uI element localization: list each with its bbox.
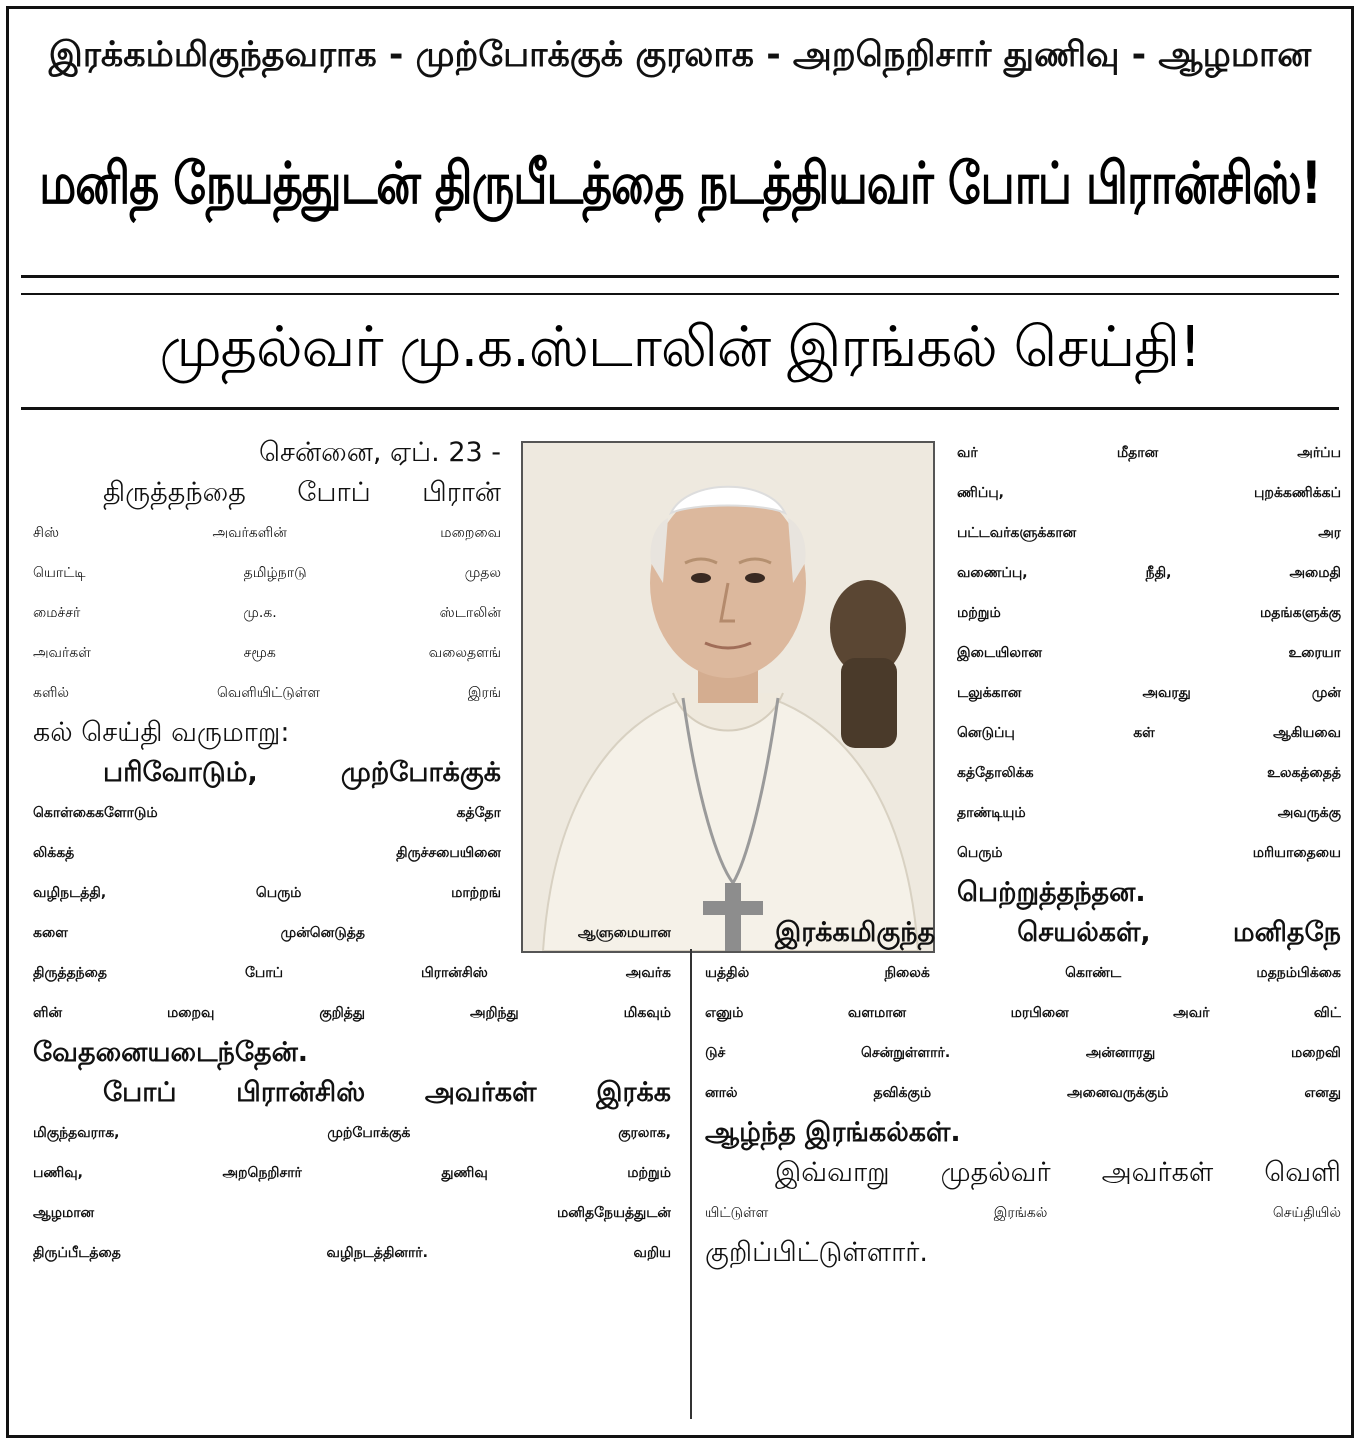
text-line: ணிப்பு, புறக்கணிக்கப் [957,485,1341,501]
text-line: அவர்கள் சமூக வலைதளங் [33,645,501,661]
kicker-line: இரக்கம்மிகுந்தவராக - முற்போக்குக் குரலாக - அறநெறிசார் துணிவு - ஆழமான [48,35,1312,75]
text-line: இவ்வாறு முதல்வர் அவர்கள் வெளி [775,1157,1341,1188]
text-line: வர் மீதான அர்ப்ப [957,445,1341,461]
text-line: இடையிலான உரையா [957,645,1341,661]
text-line: பட்டவர்களுக்கான அர [957,525,1341,541]
text-line: பணிவு, அறநெறிசார் துணிவு மற்றும் [33,1165,671,1181]
text-line: பரிவோடும், முற்போக்குக் [103,757,501,788]
text-line: லிக்கத் திருச்சபையினை [33,845,501,861]
right-column [705,433,1341,1273]
text-line: யிட்டுள்ள இரங்கல் செய்தியில் [705,1205,1341,1221]
text-line: வழிநடத்தி, பெரும் மாற்றங் [33,885,501,901]
text-line: குறிப்பிட்டுள்ளார். [705,1237,928,1268]
text-line: ஆழ்ந்த இரங்கல்கள். [705,1117,961,1148]
text-line: யொட்டி தமிழ்நாடு முதல [33,565,501,581]
headline-rule-bottom [21,293,1339,295]
text-line: வணைப்பு, நீதி, அமைதி [957,565,1341,581]
text-line: களில் வெளியிட்டுள்ள இரங் [33,685,501,701]
text-line: கல் செய்தி வருமாறு: [33,717,290,748]
text-line: திருப்பீடத்தை வழிநடத்தினார். வறிய [33,1245,671,1261]
dateline: சென்னை, ஏப். 23 - [259,437,501,468]
text-line: எனும் வளமான மரபினை அவர் விட் [705,1005,1341,1021]
text-line: கொள்கைகளோடும் கத்தோ [33,805,501,821]
text-line: இரக்கமிகுந்த செயல்கள், மனிதநே [775,917,1341,948]
text-line: களை முன்னெடுத்த ஆளுமையான [33,925,671,941]
text-line: மற்றும் மதங்களுக்கு [957,605,1341,621]
subhead-rule [21,407,1339,410]
text-line: டுச் சென்றுள்ளார். அன்னாரது மறைவி [705,1045,1341,1061]
text-line: ஆழமான மனிதநேயத்துடன் [33,1205,671,1221]
text-line: ளின் மறைவு குறித்து அறிந்து மிகவும் [33,1005,671,1021]
text-line: போப் பிரான்சிஸ் அவர்கள் இரக்க [103,1077,671,1108]
newspaper-clipping [6,6,1354,1438]
text-line: கத்தோலிக்க உலகத்தைத் [957,765,1341,781]
text-line: னால் தவிக்கும் அனைவருக்கும் எனது [705,1085,1341,1101]
text-line: பெற்றுத்தந்தன. [957,877,1146,908]
headline: மனித நேயத்துடன் திருபீடத்தை நடத்தியவர் போப் பிரான்சிஸ்! [39,149,1321,217]
text-line: திருத்தந்தை போப் பிரான்சிஸ் அவர்க [33,965,671,981]
text-line: மிகுந்தவராக, முற்போக்குக் குரலாக, [33,1125,671,1141]
text-line: டலுக்கான அவரது முன் [957,685,1341,701]
text-line: வேதனையடைந்தேன். [33,1037,309,1068]
text-line: திருத்தந்தை போப் பிரான் [103,477,501,508]
text-line: பெரும் மரியாதையை [957,845,1341,861]
column-divider [690,949,692,1419]
subheadline: முதல்வர் மு.க.ஸ்டாலின் இரங்கல் செய்தி! [159,315,1201,380]
text-line: யத்தில் நிலைக் கொண்ட மதநம்பிக்கை [705,965,1341,981]
left-column [33,433,671,1273]
text-line: னெடுப்பு கள் ஆகியவை [957,725,1341,741]
text-line: தாண்டியும் அவருக்கு [957,805,1341,821]
text-line: மைச்சர் மு.க. ஸ்டாலின் [33,605,501,621]
text-line: சிஸ் அவர்களின் மறைவை [33,525,501,541]
headline-rule-top [21,275,1339,278]
